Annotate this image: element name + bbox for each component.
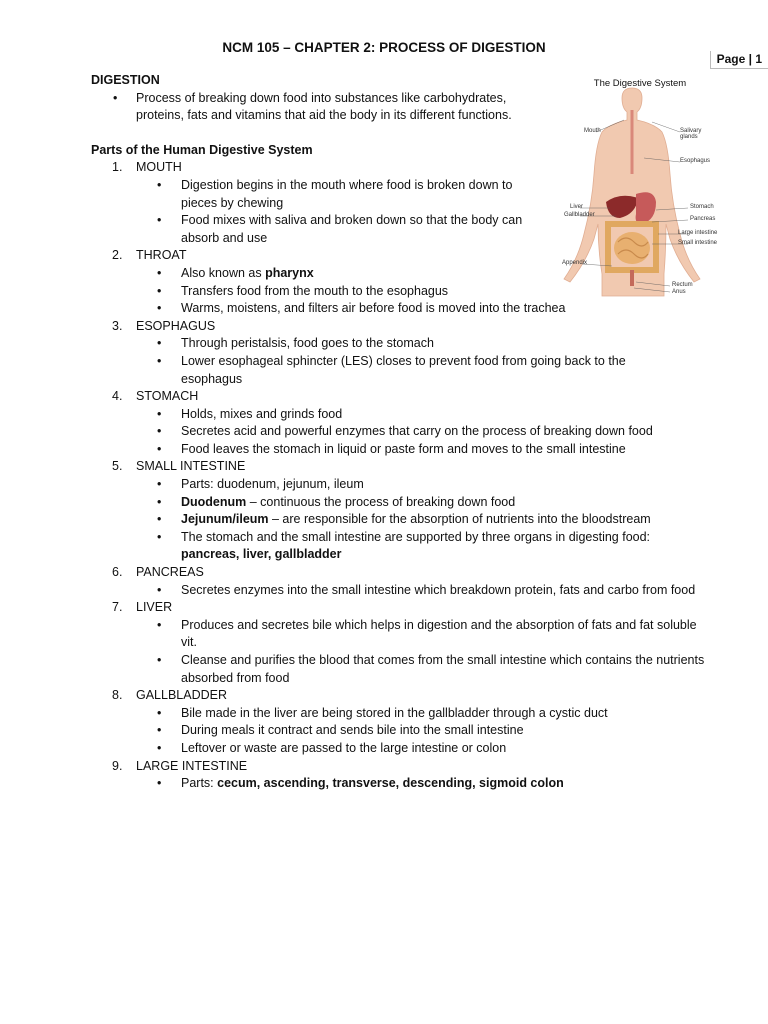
list-item-bold: cecum, ascending, transverse, descending, sigmoid colon [217, 776, 564, 791]
section-title: SMALL INTESTINE [136, 459, 246, 474]
section-number: 9. [112, 758, 123, 773]
list-item [91, 775, 726, 793]
list-item-bold: Jejunum/ileum [181, 512, 269, 527]
list-item: • Food leaves the stomach in liquid or paste form and moves to the small intestine [91, 441, 726, 459]
list-item: • Bile made in the liver are being stored in the gallbladder through a cystic duct [91, 705, 726, 723]
list-item: • Produces and secretes bile which helps in digestion and the absorption of fats and fat soluble vit. [91, 617, 711, 652]
document-title: NCM 105 – CHAPTER 2: PROCESS OF DIGESTION [222, 40, 546, 55]
section-title: MOUTH [136, 160, 182, 175]
list-item: • Parts: duodenum, jejunum, ileum [91, 476, 726, 494]
section-liver [91, 599, 726, 617]
section-number: 7. [112, 600, 123, 615]
list-item: • Through peristalsis, food goes to the stomach [91, 335, 726, 353]
list-item: • Digestion begins in the mouth where food is broken down to pieces by chewing [91, 177, 537, 212]
page-number: Page | 1 [710, 51, 768, 69]
label-esophagus: Esophagus [680, 158, 711, 164]
section-title: THROAT [136, 248, 187, 263]
list-item: • Leftover or waste are passed to the large intestine or colon [91, 740, 726, 758]
list-item-text: – are responsible for the absorption of nutrients into the bloodstream [268, 512, 651, 527]
section-large-intestine [91, 758, 726, 776]
digestion-heading: DIGESTION [91, 73, 160, 87]
list-item-bold: Duodenum [181, 494, 247, 509]
list-item: • Secretes enzymes into the small intestine which breakdown protein, fats and carbo from food [91, 582, 726, 600]
section-title: LARGE INTESTINE [136, 758, 248, 773]
section-throat [91, 247, 726, 265]
list-item-bold: pancreas, liver, gallbladder [181, 547, 342, 562]
label-stomach: Stomach [690, 204, 714, 210]
list-item [91, 529, 711, 564]
label-mouth: Mouth [584, 128, 601, 134]
section-number: 4. [112, 389, 123, 404]
section-number: 3. [112, 318, 123, 333]
list-item-text: Parts: [181, 776, 218, 791]
list-item: • Cleanse and purifies the blood that comes from the small intestine which contains the nutrients absorbed from food [91, 652, 726, 687]
section-title: LIVER [136, 600, 173, 615]
section-number: 6. [112, 565, 123, 580]
figure-title: The Digestive System [593, 78, 687, 89]
section-gallbladder [91, 687, 726, 705]
label-small-intestine: Small intestine [678, 240, 718, 246]
list-item: • Food mixes with saliva and broken down so that the body can absorb and use [91, 212, 537, 247]
list-item-text: Also known as [181, 265, 266, 280]
list-item: • During meals it contract and sends bile into the small intestine [91, 722, 726, 740]
document-body [91, 72, 726, 793]
section-number: 8. [112, 688, 123, 703]
parts-heading: Parts of the Human Digestive System [91, 142, 313, 157]
label-appendix: Appendix [562, 260, 588, 266]
list-item-text: The stomach and the small intestine are supported by three organs in digesting food: [181, 529, 651, 544]
list-item-bold: pharynx [265, 265, 314, 280]
section-number: 2. [112, 248, 123, 263]
section-stomach [91, 388, 726, 406]
section-title: PANCREAS [136, 565, 204, 580]
section-title: ESOPHAGUS [136, 318, 216, 333]
list-item [91, 265, 726, 283]
list-item: • Warms, moistens, and filters air before food is moved into the trachea [91, 300, 726, 318]
label-gallbladder: Gallbladder [564, 212, 595, 218]
section-mouth [91, 159, 726, 177]
section-esophagus [91, 318, 726, 336]
section-title: GALLBLADDER [136, 688, 228, 703]
list-item: • Secretes acid and powerful enzymes that carry on the process of breaking down food [91, 423, 726, 441]
list-item [91, 494, 726, 512]
section-number: 1. [112, 160, 123, 175]
section-pancreas [91, 564, 726, 582]
section-title: STOMACH [136, 389, 199, 404]
label-large-intestine: Large intestine [678, 230, 718, 236]
label-salivary-glands: Salivary glands [680, 128, 702, 140]
list-item: • Lower esophageal sphincter (LES) closes to prevent food from going back to the esophagus [91, 353, 681, 388]
label-liver: Liver [570, 204, 584, 210]
section-number: 5. [112, 459, 123, 474]
label-anus: Anus [672, 289, 686, 295]
list-item: • Transfers food from the mouth to the esophagus [91, 283, 726, 301]
label-pancreas: Pancreas [690, 216, 716, 222]
digestion-definition: • Process of breaking down food into substances like carbohydrates, proteins, fats and vitamins that aid the body in its different functions. [91, 90, 548, 125]
list-item: • Holds, mixes and grinds food [91, 406, 726, 424]
list-item [91, 511, 726, 529]
list-item-text: – continuous the process of breaking down food [246, 494, 516, 509]
section-small-intestine [91, 458, 726, 476]
label-rectum: Rectum [672, 282, 693, 288]
